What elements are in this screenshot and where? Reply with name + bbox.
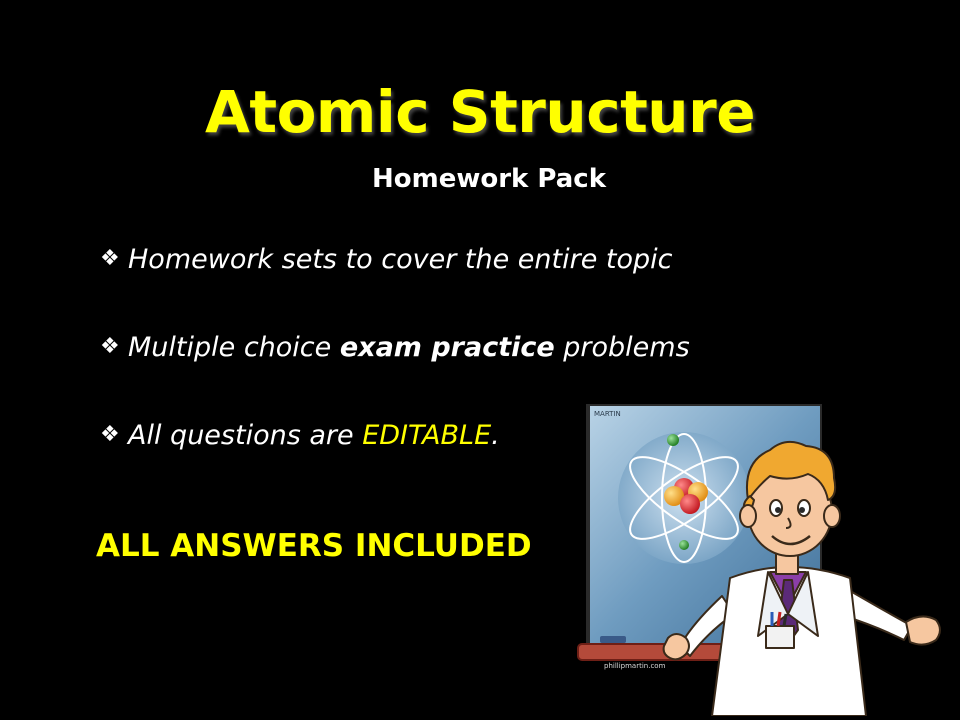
slide-title: Atomic Structure [204, 78, 756, 146]
bullet-item [100, 420, 500, 451]
bullet-item [100, 332, 690, 363]
bullet-bold-text: exam practice [339, 332, 555, 363]
credit-text: phillipmartin.com [604, 662, 666, 670]
slide-subtitle: Homework Pack [372, 164, 606, 194]
diamond-bullet-icon: ❖ [100, 334, 120, 359]
bullet-text: . [491, 420, 500, 451]
bullet-item [100, 244, 672, 275]
board-label: MARTIN [594, 410, 621, 418]
bullet-text: Homework sets to cover the entire topic [128, 244, 673, 275]
bullet-highlight-text: EDITABLE [362, 420, 492, 451]
diamond-bullet-icon: ❖ [100, 422, 120, 447]
bullet-text: Multiple choice [128, 332, 340, 363]
scientist-clipart [572, 400, 952, 716]
atom-icon [618, 432, 750, 564]
bullet-text: problems [554, 332, 690, 363]
diamond-bullet-icon: ❖ [100, 246, 120, 271]
answers-included-note: ALL ANSWERS INCLUDED [96, 528, 532, 564]
bullet-text: All questions are [128, 420, 363, 451]
